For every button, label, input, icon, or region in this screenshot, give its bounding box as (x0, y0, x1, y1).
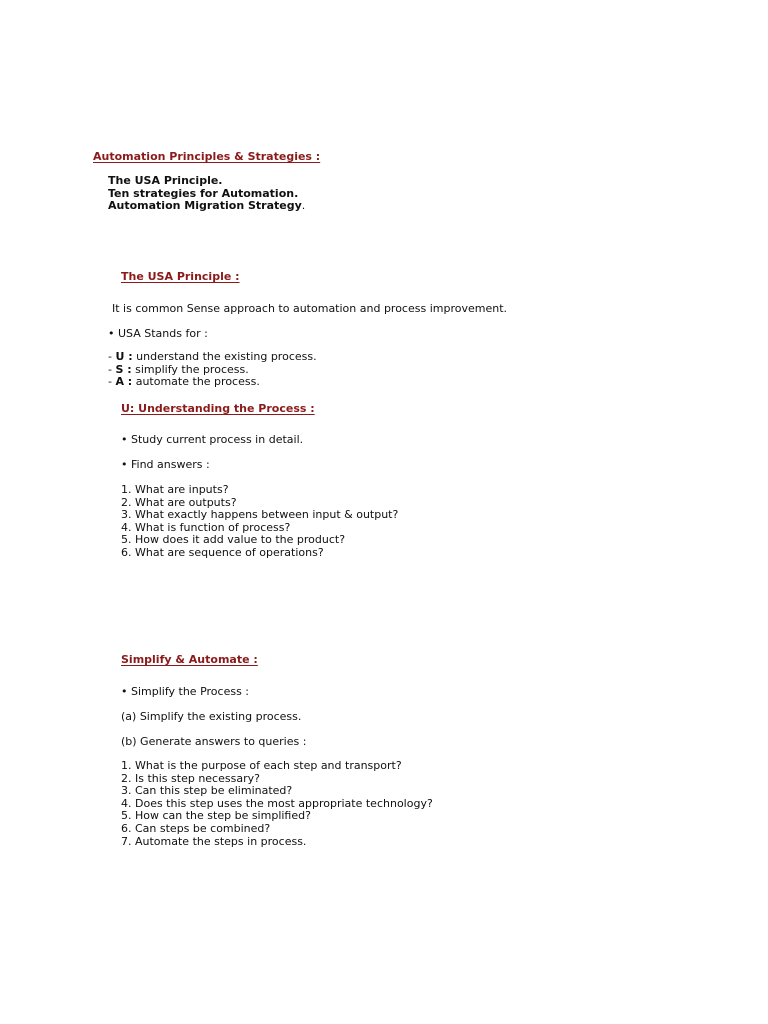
simplify-heading: Simplify & Automate : (121, 653, 258, 666)
usa-principle-heading: The USA Principle : (121, 270, 240, 283)
list-item: 5. How does it add value to the product? (121, 533, 346, 547)
usa-item-prefix: - (108, 362, 116, 376)
simplify-sub-a: (a) Simplify the existing process. (121, 710, 302, 723)
understanding-questions-list (121, 484, 398, 560)
usa-items-list (108, 351, 317, 389)
simplify-bullet: • Simplify the Process : (121, 685, 249, 698)
list-item: 1. What is the purpose of each step and transport? (121, 759, 402, 772)
understanding-heading: U: Understanding the Process : (121, 402, 315, 415)
toc-item: The USA Principle. (108, 174, 223, 187)
toc-item: Ten strategies for Automation. (108, 186, 299, 200)
toc-item-wrapper (108, 200, 305, 213)
list-item: 6. What are sequence of operations? (121, 545, 324, 559)
list-item: 2. Is this step necessary? (121, 771, 260, 785)
list-item: 5. How can the step be simplified? (121, 809, 311, 823)
list-item: 1. What are inputs? (121, 483, 229, 496)
understanding-bullet-study: • Study current process in detail. (121, 433, 304, 446)
toc-item: Automation Migration Strategy (108, 199, 302, 213)
simplify-sub-b: (b) Generate answers to queries : (121, 735, 307, 748)
main-heading: Automation Principles & Strategies : (93, 150, 321, 163)
usa-intro-text: It is common Sense approach to automation and process improvement. (112, 302, 508, 315)
usa-stands-for: • USA Stands for : (108, 327, 208, 340)
list-item: 4. Does this step uses the most appropriate technology? (121, 796, 433, 810)
usa-item-prefix: - (108, 350, 116, 363)
usa-item-text: simplify the process. (131, 362, 249, 376)
usa-item-key: U : (115, 350, 133, 363)
understanding-bullet-find: • Find answers : (121, 458, 210, 471)
list-item: 6. Can steps be combined? (121, 821, 271, 835)
toc-list (108, 175, 305, 213)
list-item: 3. Can this step be eliminated? (121, 784, 293, 798)
list-item: 3. What exactly happens between input & output? (121, 508, 399, 522)
usa-item-prefix: - (108, 375, 116, 389)
toc-trailing-period: . (301, 199, 306, 213)
usa-item-text: understand the existing process. (132, 350, 317, 363)
usa-item-a (108, 376, 317, 389)
list-item: 4. What is function of process? (121, 520, 291, 534)
usa-item-key: A : (115, 375, 133, 389)
usa-item-text: automate the process. (132, 375, 260, 389)
list-item: 7. Automate the steps in process. (121, 834, 307, 848)
simplify-questions-list (121, 760, 433, 848)
list-item: 2. What are outputs? (121, 495, 237, 509)
usa-item-key: S : (115, 362, 132, 376)
